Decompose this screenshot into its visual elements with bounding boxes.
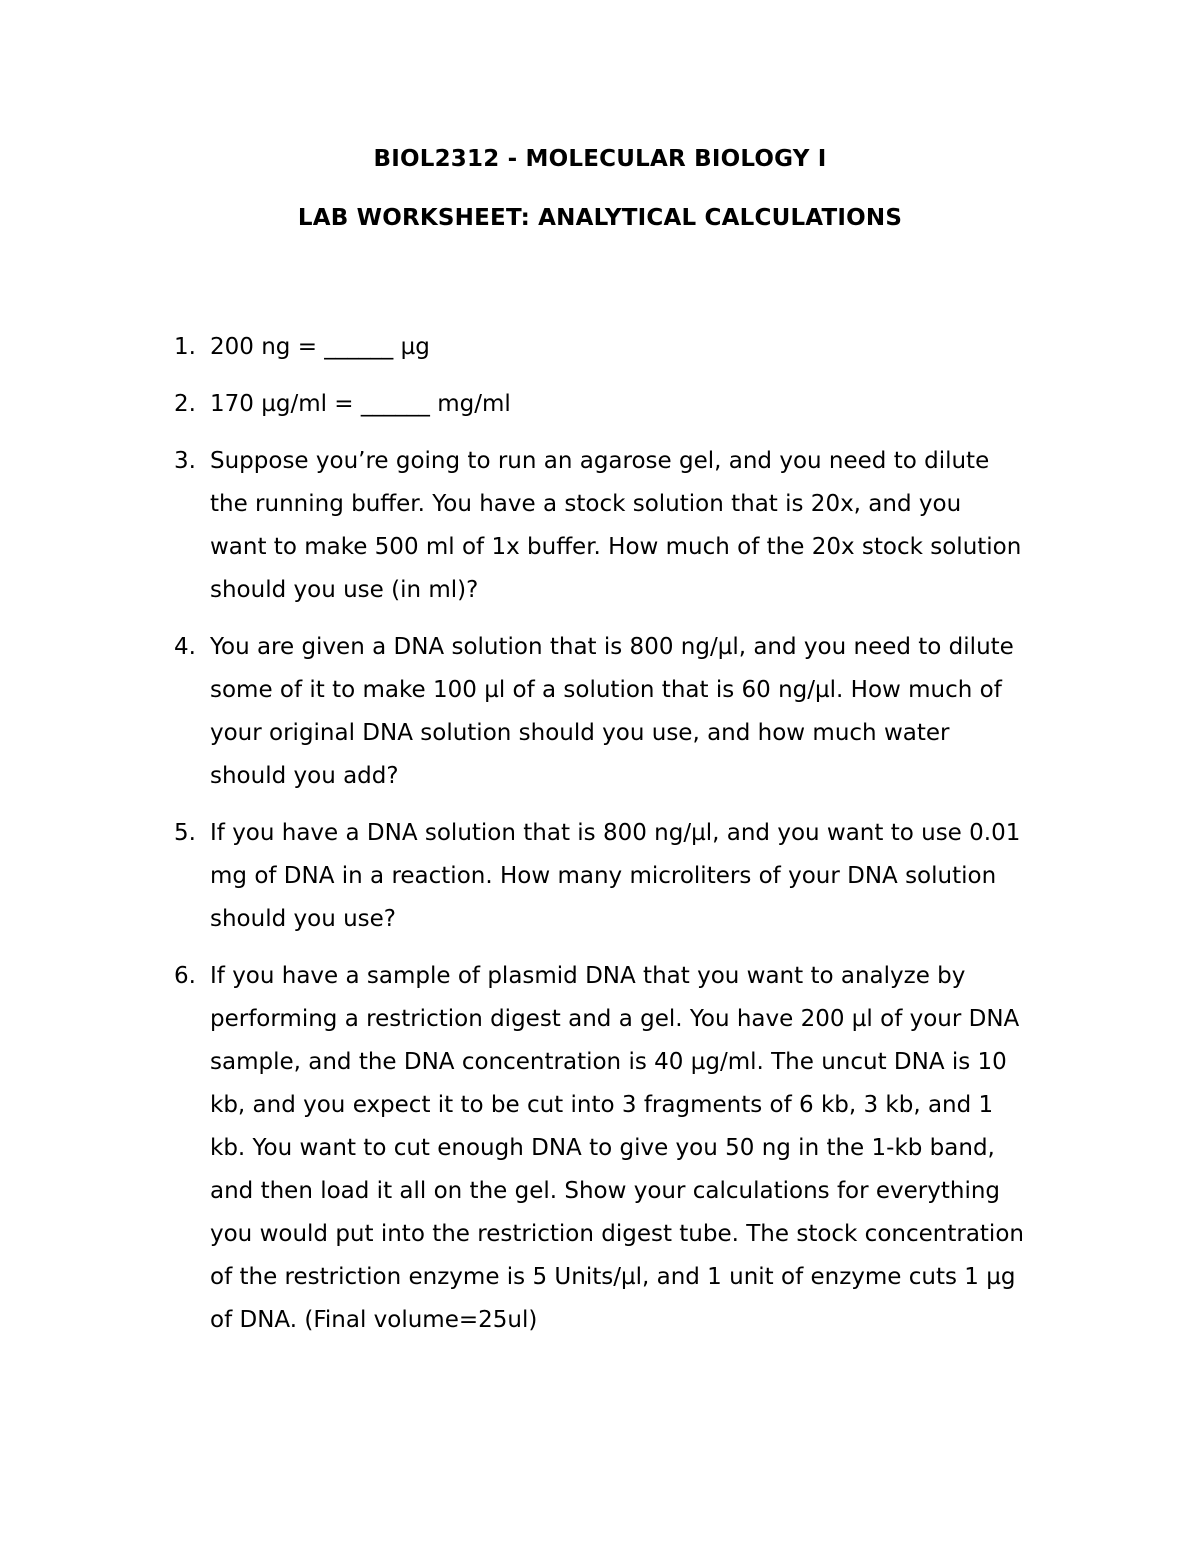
question-text-line: the running buffer. You have a stock solution that is 20x, and you <box>210 491 962 517</box>
question-text-line: want to make 500 ml of 1x buffer. How much of the 20x stock solution <box>210 534 1022 560</box>
question-3 <box>174 440 1074 612</box>
question-text-line: Suppose you’re going to run an agarose gel, and you need to dilute <box>210 448 990 474</box>
question-text-line: If you have a DNA solution that is 800 ng/µl, and you want to use 0.01 <box>210 820 1021 846</box>
question-text-line: should you use (in ml)? <box>210 577 479 603</box>
course-title: BIOL2312 - MOLECULAR BIOLOGY I <box>373 146 827 172</box>
question-text-line: 170 µg/ml = ______ mg/ml <box>210 391 511 417</box>
question-text-line: you would put into the restriction digest tube. The stock concentration <box>210 1221 1024 1247</box>
question-1 <box>174 326 1074 369</box>
question-text-line: mg of DNA in a reaction. How many microliters of your DNA solution <box>210 863 997 889</box>
question-text-line: some of it to make 100 µl of a solution that is 60 ng/µl. How much of <box>210 677 1002 703</box>
question-text-line: If you have a sample of plasmid DNA that you want to analyze by <box>210 963 966 989</box>
question-text-line: performing a restriction digest and a gel. You have 200 µl of your DNA <box>210 1006 1020 1032</box>
question-text-line: your original DNA solution should you use, and how much water <box>210 720 950 746</box>
question-text-line: should you add? <box>210 763 399 789</box>
question-6 <box>174 955 1074 1342</box>
question-number: 2. <box>174 391 196 417</box>
question-number: 1. <box>174 334 196 360</box>
question-text-line: 200 ng = ______ µg <box>210 334 430 360</box>
question-text-line: should you use? <box>210 906 396 932</box>
question-text-line: of the restriction enzyme is 5 Units/µl, and 1 unit of enzyme cuts 1 µg <box>210 1264 1016 1290</box>
question-number: 5. <box>174 820 196 846</box>
question-text-line: of DNA. (Final volume=25ul) <box>210 1307 538 1333</box>
question-list <box>174 326 1074 1356</box>
question-number: 6. <box>174 963 196 989</box>
question-text-line: kb. You want to cut enough DNA to give you 50 ng in the 1-kb band, <box>210 1135 995 1161</box>
question-text-line: and then load it all on the gel. Show your calculations for everything <box>210 1178 1001 1204</box>
question-2 <box>174 383 1074 426</box>
question-text-line: You are given a DNA solution that is 800 ng/µl, and you need to dilute <box>210 634 1014 660</box>
question-text-line: sample, and the DNA concentration is 40 µg/ml. The uncut DNA is 10 <box>210 1049 1007 1075</box>
question-text-line: kb, and you expect it to be cut into 3 fragments of 6 kb, 3 kb, and 1 <box>210 1092 994 1118</box>
worksheet-title: LAB WORKSHEET: ANALYTICAL CALCULATIONS <box>297 205 903 231</box>
question-number: 3. <box>174 448 196 474</box>
question-5 <box>174 812 1074 941</box>
question-number: 4. <box>174 634 196 660</box>
question-4 <box>174 626 1074 798</box>
